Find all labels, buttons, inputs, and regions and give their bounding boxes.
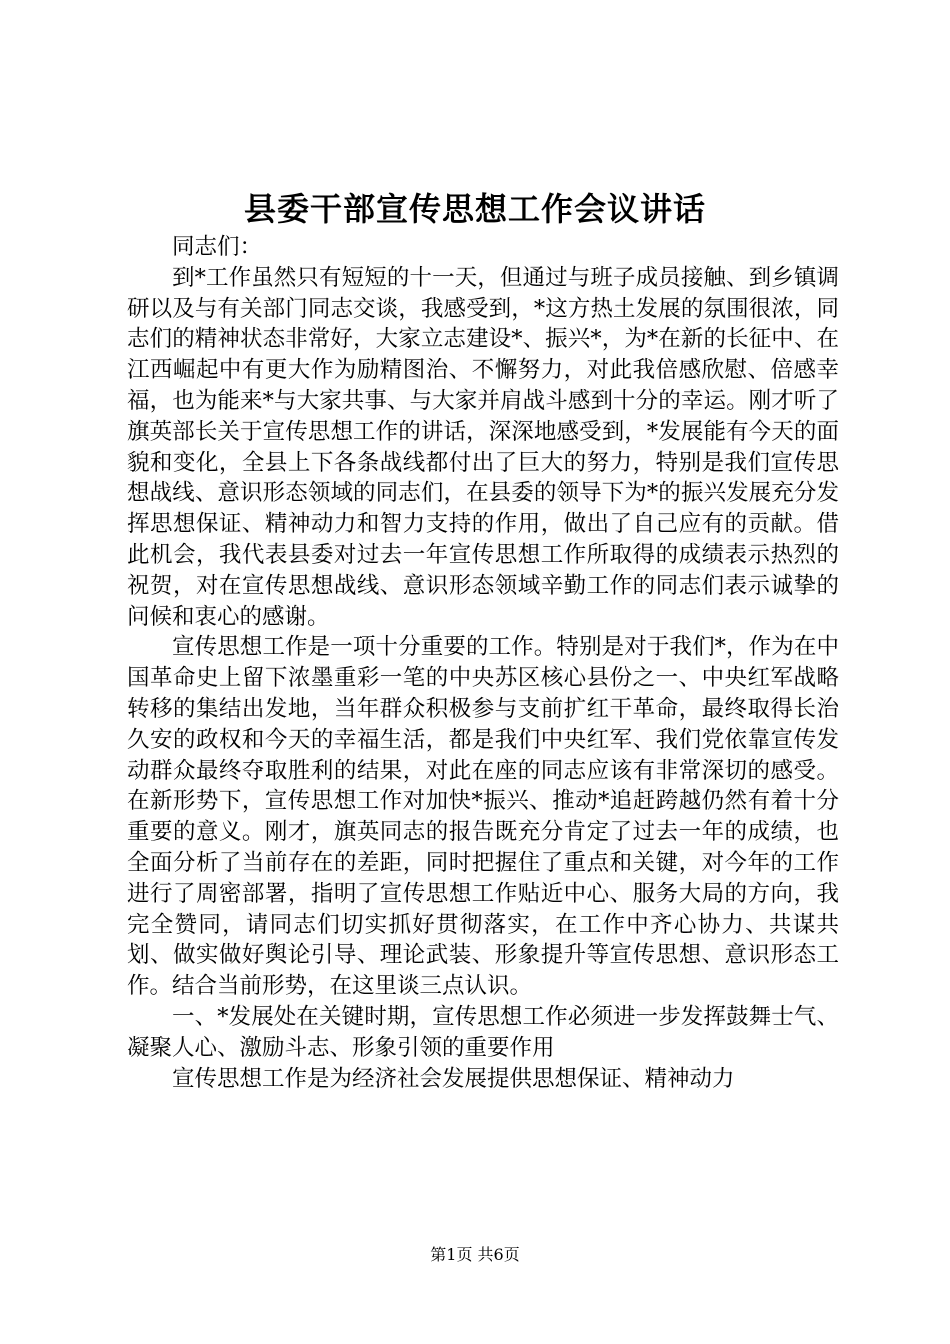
- section-heading: 一、*发展处在关键时期，宣传思想工作必须进一步发挥鼓舞士气、凝聚人心、激励斗志、形象引领的重要作用: [127, 1003, 839, 1061]
- paragraph: 到*工作虽然只有短短的十一天，但通过与班子成员接触、到乡镇调研以及与有关部门同志交谈，我感受到，*这方热土发展的氛围很浓，同志们的精神状态非常好，大家立志建设*、振兴*，为*在新的长征中、在江西崛起中有更大作为励精图治、不懈努力，对此我倍感欣慰、倍感幸福，也为能来*与大家共事、与大家并肩战斗感到十分的幸运。刚才听了旗英部长关于宣传思想工作的讲话，深深地感受到，*发展能有今天的面貌和变化，全县上下各条战线都付出了巨大的努力，特别是我们宣传思想战线、意识形态领域的同志们，在县委的领导下为*的振兴发展充分发挥思想保证、精神动力和智力支持的作用，做出了自己应有的贡献。借此机会，我代表县委对过去一年宣传思想工作所取得的成绩表示热烈的祝贺，对在宣传思想战线、意识形态领域辛勤工作的同志们表示诚挚的问候和衷心的感谢。: [127, 264, 839, 630]
- paragraph: 宣传思想工作是为经济社会发展提供思想保证、精神动力: [172, 1065, 735, 1092]
- paragraph: 宣传思想工作是一项十分重要的工作。特别是对于我们*，作为在中国革命史上留下浓墨重彩一笔的中央苏区核心县份之一、中央红军战略转移的集结出发地，当年群众积极参与支前扩红干革命，最终取得长治久安的政权和今天的幸福生活，都是我们中央红军、我们党依靠宣传发动群众最终夺取胜利的结果，对此在座的同志应该有非常深切的感受。在新形势下，宣传思想工作对加快*振兴、推动*追赶跨越仍然有着十分重要的意义。刚才，旗英同志的报告既充分肯定了过去一年的成绩，也全面分析了当前存在的差距，同时把握住了重点和关键，对今年的工作进行了周密部署，指明了宣传思想工作贴近中心、服务大局的方向，我完全赞同，请同志们切实抓好贯彻落实，在工作中齐心协力、共谋共划、做实做好舆论引导、理论武装、形象提升等宣传思想、意识形态工作。结合当前形势，在这里谈三点认识。: [127, 634, 839, 1000]
- page-number: 第1页 共6页: [430, 1245, 520, 1264]
- document-body: [127, 232, 839, 1094]
- greeting: 同志们：: [172, 234, 263, 260]
- document-title: 县委干部宣传思想工作会议讲话: [243, 190, 706, 228]
- page-footer: [0, 1243, 950, 1267]
